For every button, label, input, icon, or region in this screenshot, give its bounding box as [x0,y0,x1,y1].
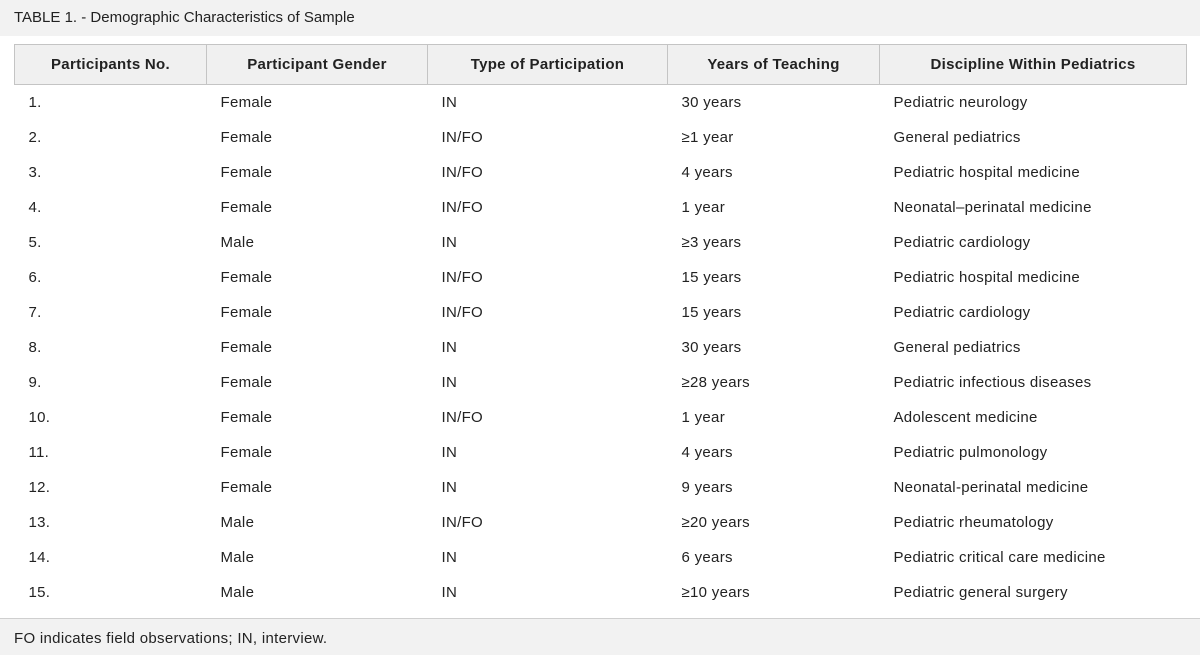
years-teaching-cell: ≥20 years [681,514,750,531]
discipline-cell: Pediatric critical care medicine [893,549,1106,566]
discipline-cell: General pediatrics [893,339,1021,356]
years-teaching-cell: 1 year [681,199,725,216]
years-teaching-cell: 4 years [681,164,733,181]
gender-cell: Female [220,409,273,426]
column-header-type-of-participation: Type of Participation [428,45,668,85]
table-row [15,260,1187,295]
years-teaching-cell: 6 years [681,549,733,566]
discipline-cell: Pediatric rheumatology [893,514,1054,531]
discipline-cell: Pediatric cardiology [893,304,1031,321]
gender-cell: Male [220,234,255,251]
participation-type-cell: IN/FO [441,269,483,286]
column-header-years-of-teaching: Years of Teaching [668,45,880,85]
gender-cell: Female [220,199,273,216]
years-teaching-cell: ≥10 years [681,584,750,601]
discipline-cell: Pediatric cardiology [893,234,1031,251]
table-row [15,435,1187,470]
participant-number-cell: 2. [28,129,42,146]
table-row [15,575,1187,610]
participation-type-cell: IN [441,234,458,251]
years-teaching-cell: 9 years [681,479,733,496]
years-teaching-cell: 4 years [681,444,733,461]
discipline-cell: Neonatal–perinatal medicine [893,199,1092,216]
column-header-discipline: Discipline Within Pediatrics [880,45,1187,85]
gender-cell: Female [220,339,273,356]
participation-type-cell: IN [441,479,458,496]
gender-cell: Female [220,304,273,321]
table-row [15,295,1187,330]
table-row [15,470,1187,505]
participation-type-cell: IN/FO [441,304,483,321]
discipline-cell: Pediatric pulmonology [893,444,1048,461]
table-row [15,120,1187,155]
discipline-cell: Pediatric neurology [893,94,1028,111]
participant-number-cell: 12. [28,479,51,496]
table-row [15,85,1187,121]
participation-type-cell: IN [441,444,458,461]
participant-number-cell: 14. [28,549,51,566]
gender-cell: Female [220,374,273,391]
participation-type-cell: IN [441,374,458,391]
table-row [15,155,1187,190]
years-teaching-cell: ≥1 year [681,129,734,146]
table-row [15,540,1187,575]
header-row [15,45,1187,85]
participant-number-cell: 9. [28,374,42,391]
participant-number-cell: 15. [28,584,51,601]
participation-type-cell: IN [441,584,458,601]
participant-number-cell: 13. [28,514,51,531]
participant-number-cell: 5. [28,234,42,251]
participant-number-cell: 1. [28,94,42,111]
discipline-cell: Pediatric general surgery [893,584,1068,601]
column-header-participant-gender: Participant Gender [207,45,428,85]
table-row [15,400,1187,435]
years-teaching-cell: ≥28 years [681,374,750,391]
table-row [15,190,1187,225]
gender-cell: Male [220,584,255,601]
table-caption: TABLE 1. - Demographic Characteristics of Sample [0,0,1200,36]
participation-type-cell: IN [441,94,458,111]
participation-type-cell: IN [441,339,458,356]
participation-type-cell: IN/FO [441,409,483,426]
table-row [15,225,1187,260]
participant-number-cell: 4. [28,199,42,216]
discipline-cell: Pediatric hospital medicine [893,269,1081,286]
table-row [15,330,1187,365]
years-teaching-cell: 15 years [681,269,742,286]
gender-cell: Female [220,269,273,286]
participation-type-cell: IN/FO [441,129,483,146]
participant-number-cell: 6. [28,269,42,286]
participant-number-cell: 11. [28,444,50,461]
table-body [15,85,1187,611]
discipline-cell: Pediatric hospital medicine [893,164,1081,181]
years-teaching-cell: 30 years [681,94,742,111]
gender-cell: Female [220,444,273,461]
table-row [15,365,1187,400]
years-teaching-cell: 15 years [681,304,742,321]
column-header-participants-no: Participants No. [15,45,207,85]
gender-cell: Male [220,549,255,566]
demographics-table [14,44,1187,610]
participant-number-cell: 8. [28,339,42,356]
gender-cell: Male [220,514,255,531]
years-teaching-cell: 1 year [681,409,725,426]
participation-type-cell: IN/FO [441,199,483,216]
years-teaching-cell: ≥3 years [681,234,742,251]
discipline-cell: Adolescent medicine [893,409,1038,426]
table-row [15,505,1187,540]
gender-cell: Female [220,479,273,496]
gender-cell: Female [220,164,273,181]
gender-cell: Female [220,94,273,111]
participation-type-cell: IN/FO [441,514,483,531]
gender-cell: Female [220,129,273,146]
participation-type-cell: IN [441,549,458,566]
discipline-cell: General pediatrics [893,129,1021,146]
table-footnote: FO indicates field observations; IN, interview. [0,618,1200,655]
discipline-cell: Neonatal-perinatal medicine [893,479,1089,496]
discipline-cell: Pediatric infectious diseases [893,374,1092,391]
participation-type-cell: IN/FO [441,164,483,181]
years-teaching-cell: 30 years [681,339,742,356]
participant-number-cell: 10. [28,409,51,426]
participant-number-cell: 7. [28,304,42,321]
participant-number-cell: 3. [28,164,42,181]
